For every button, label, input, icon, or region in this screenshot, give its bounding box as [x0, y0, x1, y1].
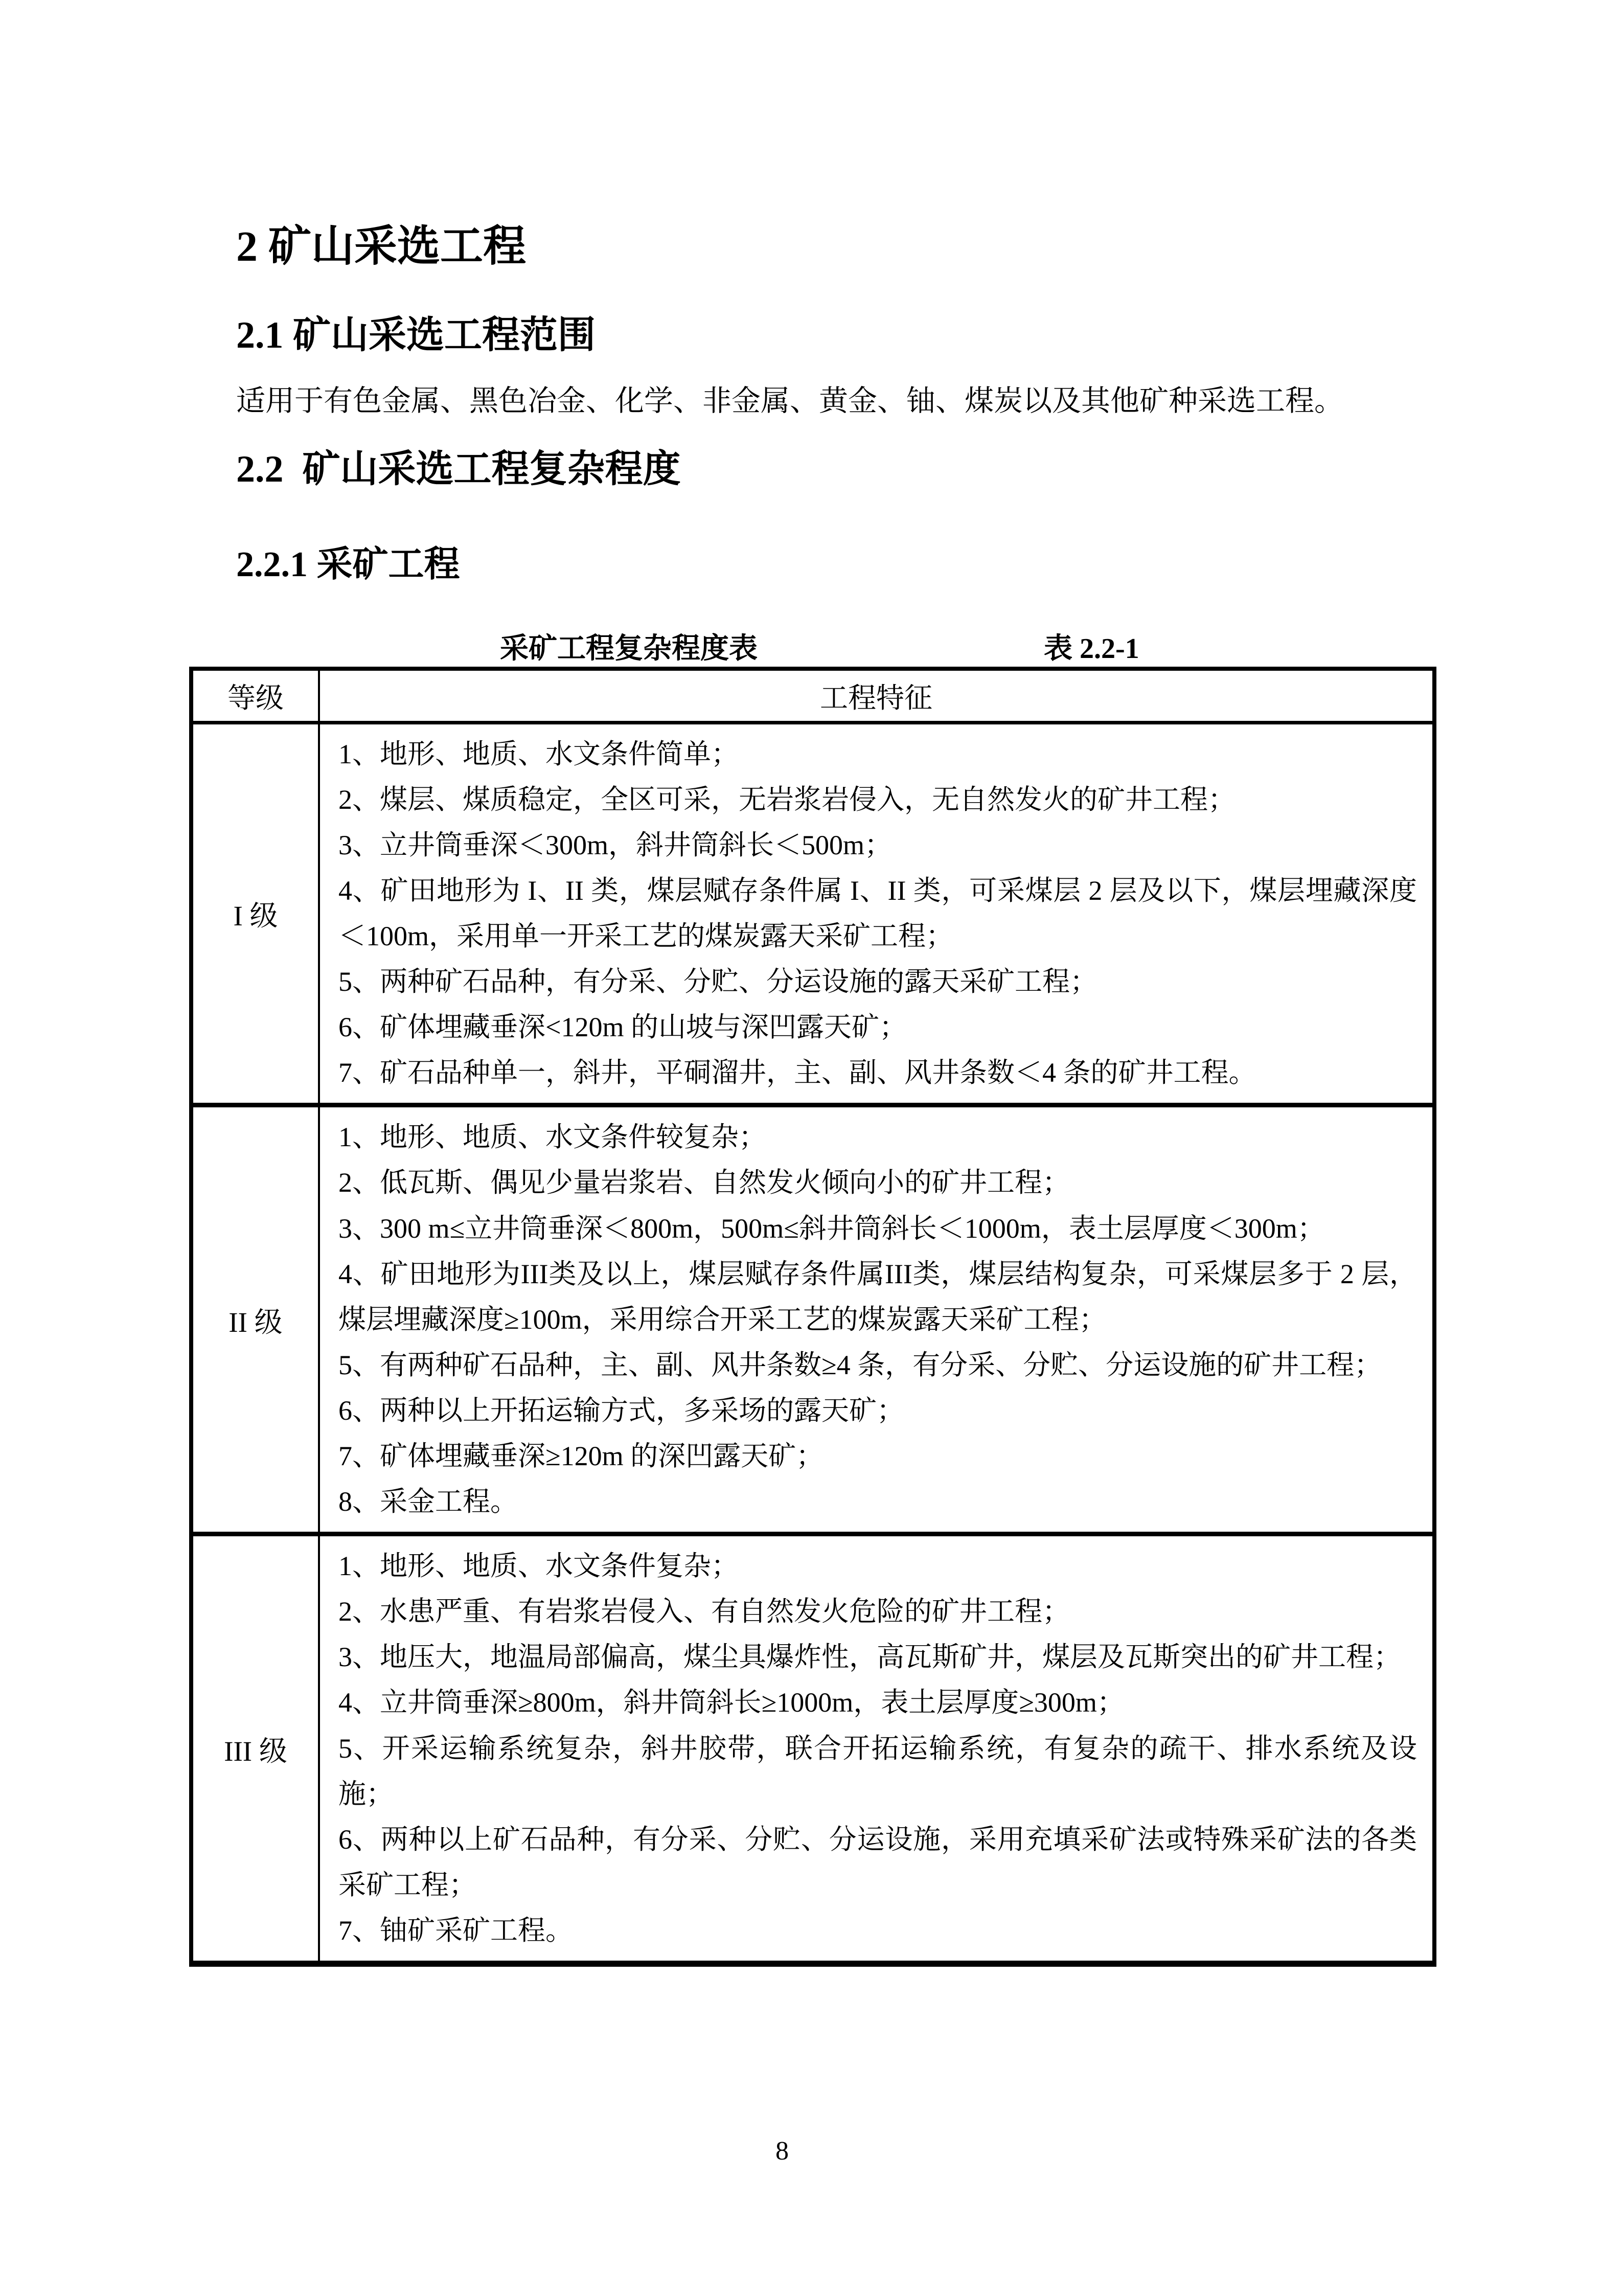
feature-item: 5、开采运输系统复杂，斜井胶带，联合开拓运输系统，有复杂的疏干、排水系统及设施；	[338, 1733, 1417, 1809]
table-caption: 采矿工程复杂程度表	[500, 632, 758, 665]
feature-item: 4、矿田地形为 I、II 类，煤层赋存条件属 I、II 类，可采煤层 2 层及以下，煤层埋藏深度＜100m，采用单一开采工艺的煤炭露天采矿工程；	[338, 875, 1417, 951]
feature-item: 7、矿石品种单一，斜井，平硐溜井，主、副、风井条数＜4 条的矿井工程。	[338, 1057, 1256, 1088]
grade-label-3: III 级	[191, 1534, 319, 1964]
table-caption-row	[189, 631, 1436, 667]
feature-list-grade-2	[319, 1105, 1434, 1534]
table-number: 表 2.2-1	[1044, 632, 1139, 665]
complexity-grade-table	[189, 667, 1436, 1967]
feature-item: 4、矿田地形为III类及以上，煤层赋存条件属III类，煤层结构复杂，可采煤层多于 2 层，煤层埋藏深度≥100m，采用综合开采工艺的煤炭露天采矿工程；	[338, 1258, 1417, 1335]
feature-item: 7、铀矿采矿工程。	[338, 1915, 573, 1946]
heading-subsection-mining: 2.2.1 采矿工程	[236, 545, 460, 585]
feature-list-grade-1	[319, 722, 1434, 1105]
heading-section-complexity: 2.2 矿山采选工程复杂程度	[236, 448, 681, 490]
grade-label-1: I 级	[191, 722, 319, 1105]
feature-item: 1、地形、地质、水文条件较复杂；	[338, 1122, 766, 1153]
feature-item: 3、立井筒垂深＜300m，斜井筒斜长＜500m；	[338, 829, 893, 860]
feature-item: 6、两种以上矿石品种，有分采、分贮、分运设施，采用充填采矿法或特殊采矿法的各类采矿工程；	[338, 1824, 1417, 1900]
feature-item: 7、矿体埋藏垂深≥120m 的深凹露天矿；	[338, 1441, 824, 1471]
feature-item: 2、水患严重、有岩浆岩侵入、有自然发火危险的矿井工程；	[338, 1596, 1070, 1627]
table-row-grade-2	[191, 1105, 1434, 1534]
feature-item: 3、300 m≤立井筒垂深＜800m，500m≤斜井筒斜长＜1000m，表土层厚度＜300m；	[338, 1213, 1325, 1244]
feature-item: 6、两种以上开拓运输方式，多采场的露天矿；	[338, 1395, 904, 1426]
page-number: 8	[775, 2136, 789, 2166]
feature-item: 5、有两种矿石品种，主、副、风井条数≥4 条，有分采、分贮、分运设施的矿井工程；	[338, 1349, 1382, 1380]
feature-item: 2、低瓦斯、偶见少量岩浆岩、自然发火倾向小的矿井工程；	[338, 1167, 1070, 1198]
feature-item: 1、地形、地质、水文条件简单；	[338, 738, 739, 769]
feature-item: 4、立井筒垂深≥800m，斜井筒斜长≥1000m，表土层厚度≥300m；	[338, 1687, 1125, 1718]
table-header-row	[191, 669, 1434, 723]
column-header-grade: 等级	[191, 669, 319, 723]
feature-item: 2、煤层、煤质稳定，全区可采，无岩浆岩侵入，无自然发火的矿井工程；	[338, 784, 1236, 815]
scope-paragraph: 适用于有色金属、黑色冶金、化学、非金属、黄金、铀、煤炭以及其他矿种采选工程。	[236, 384, 1343, 417]
feature-item: 1、地形、地质、水文条件复杂；	[338, 1551, 739, 1582]
feature-item: 6、矿体埋藏垂深<120m 的山坡与深凹露天矿；	[338, 1012, 907, 1043]
table-row-grade-1	[191, 722, 1434, 1105]
feature-item: 3、地压大，地温局部偏高，煤尘具爆炸性，高瓦斯矿井，煤层及瓦斯突出的矿井工程；	[338, 1642, 1401, 1673]
heading-section-scope: 2.1 矿山采选工程范围	[236, 314, 596, 356]
table-row-grade-3	[191, 1534, 1434, 1964]
grade-label-2: II 级	[191, 1105, 319, 1534]
column-header-features: 工程特征	[319, 669, 1434, 723]
feature-list-grade-3	[319, 1534, 1434, 1964]
feature-item: 8、采金工程。	[338, 1486, 518, 1517]
heading-chapter: 2 矿山采选工程	[236, 223, 527, 270]
feature-item: 5、两种矿石品种，有分采、分贮、分运设施的露天采矿工程；	[338, 966, 1098, 997]
